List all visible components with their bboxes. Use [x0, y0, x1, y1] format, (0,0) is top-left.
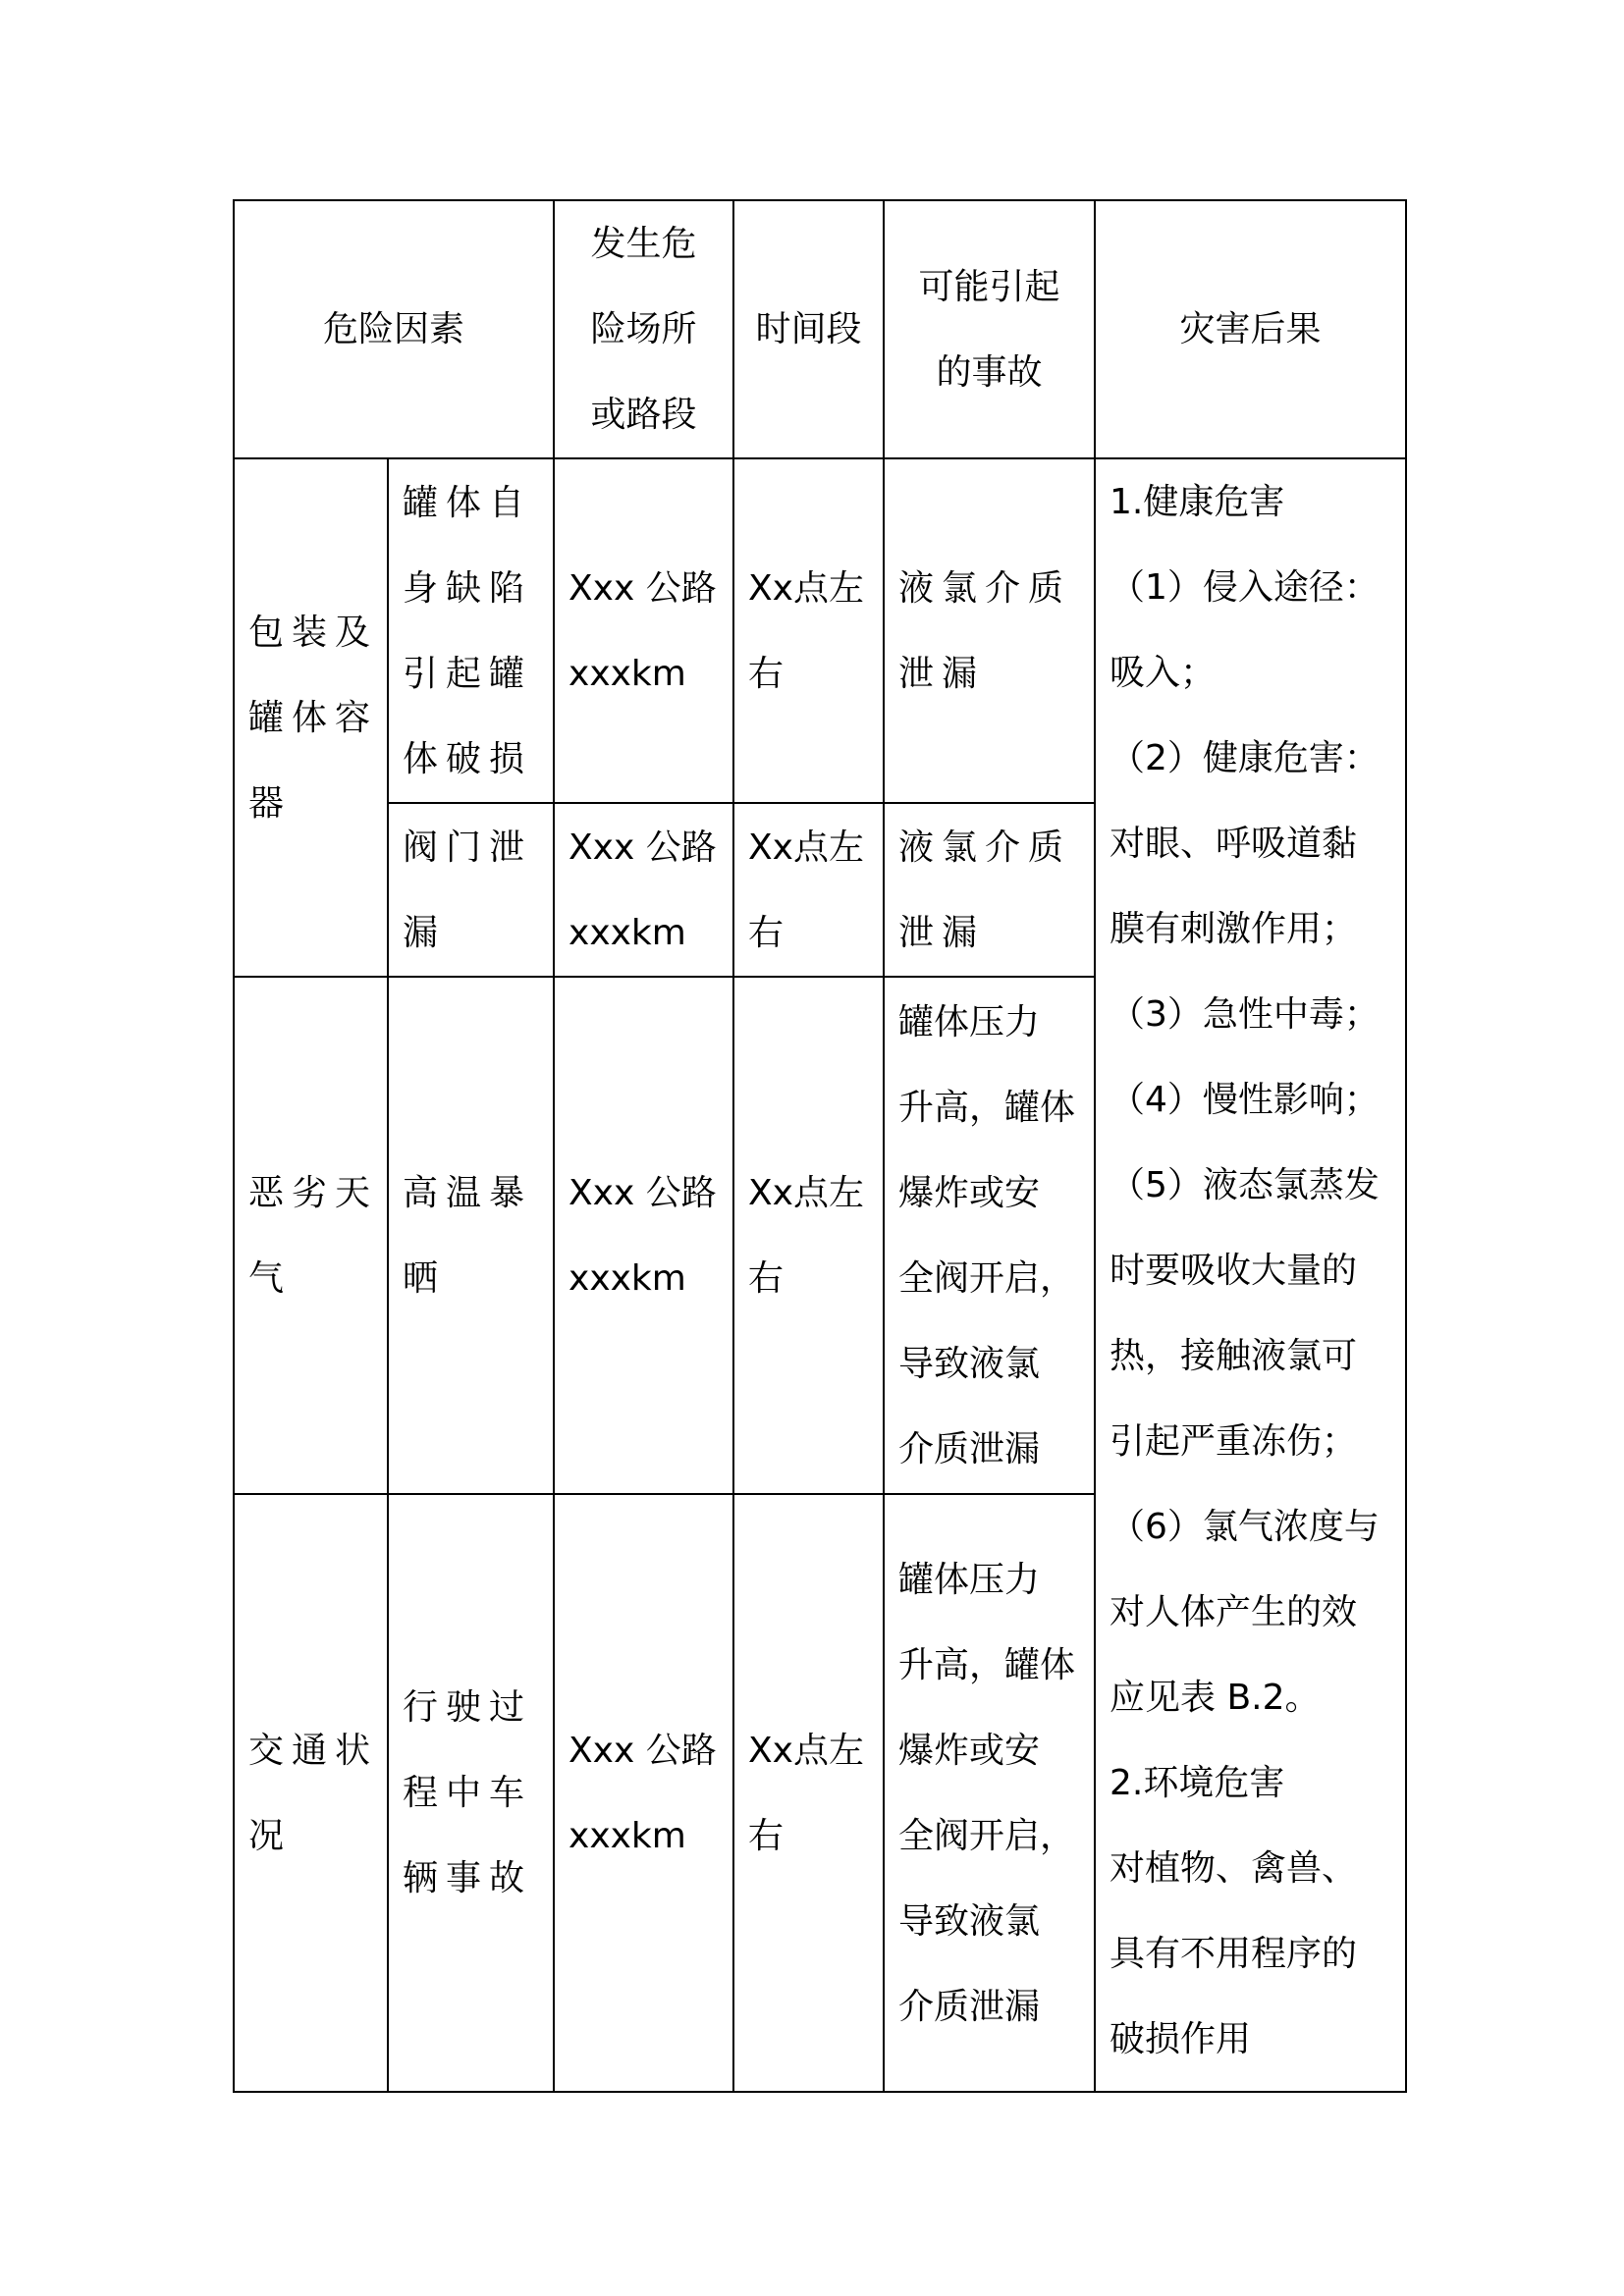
table-row	[234, 458, 1406, 803]
accident-cell: 罐体压力 升高，罐体 爆炸或安 全阀开启， 导致液氯 介质泄漏	[884, 977, 1095, 1494]
header-consequence: 灾害后果	[1095, 200, 1406, 458]
factor-cell: 罐体自 身缺陷 引起罐 体破损	[388, 458, 554, 803]
factor-cell: 行驶过 程中车 辆事故	[388, 1494, 554, 2092]
header-time-period: 时间段	[733, 200, 884, 458]
category-cell: 包装及 罐体容 器	[234, 458, 388, 977]
hazard-table	[233, 199, 1407, 2093]
category-cell: 交通状 况	[234, 1494, 388, 2092]
category-cell: 恶劣天 气	[234, 977, 388, 1494]
time-cell: Xx点左 右	[733, 803, 884, 977]
location-cell: Xxx 公路 xxxkm	[554, 977, 733, 1494]
time-cell: Xx点左 右	[733, 977, 884, 1494]
location-cell: Xxx 公路 xxxkm	[554, 1494, 733, 2092]
accident-cell: 液氯介质 泄漏	[884, 803, 1095, 977]
location-cell: Xxx 公路 xxxkm	[554, 458, 733, 803]
accident-cell: 罐体压力 升高，罐体 爆炸或安 全阀开启， 导致液氯 介质泄漏	[884, 1494, 1095, 2092]
factor-cell: 高温暴 晒	[388, 977, 554, 1494]
location-cell: Xxx 公路 xxxkm	[554, 803, 733, 977]
header-risk-factor: 危险因素	[234, 200, 554, 458]
header-possible-accident: 可能引起 的事故	[884, 200, 1095, 458]
accident-cell: 液氯介质 泄漏	[884, 458, 1095, 803]
factor-cell: 阀门泄 漏	[388, 803, 554, 977]
time-cell: Xx点左 右	[733, 1494, 884, 2092]
time-cell: Xx点左 右	[733, 458, 884, 803]
header-location: 发生危 险场所 或路段	[554, 200, 733, 458]
header-row	[234, 200, 1406, 458]
consequence-cell: 1.健康危害 （1）侵入途径： 吸入； （2）健康危害： 对眼、呼吸道黏 膜有刺激作用； （3）急性中毒； （4）慢性影响； （5）液态氯蒸发 时要吸收大量的 热，接触液氯可 引起严重冻伤； （6）氯气浓度与 对人体产生的效 应见表 B.2。 2.环境危害 对植物、禽兽、 具有不用程序的 破损作用	[1095, 458, 1406, 2092]
